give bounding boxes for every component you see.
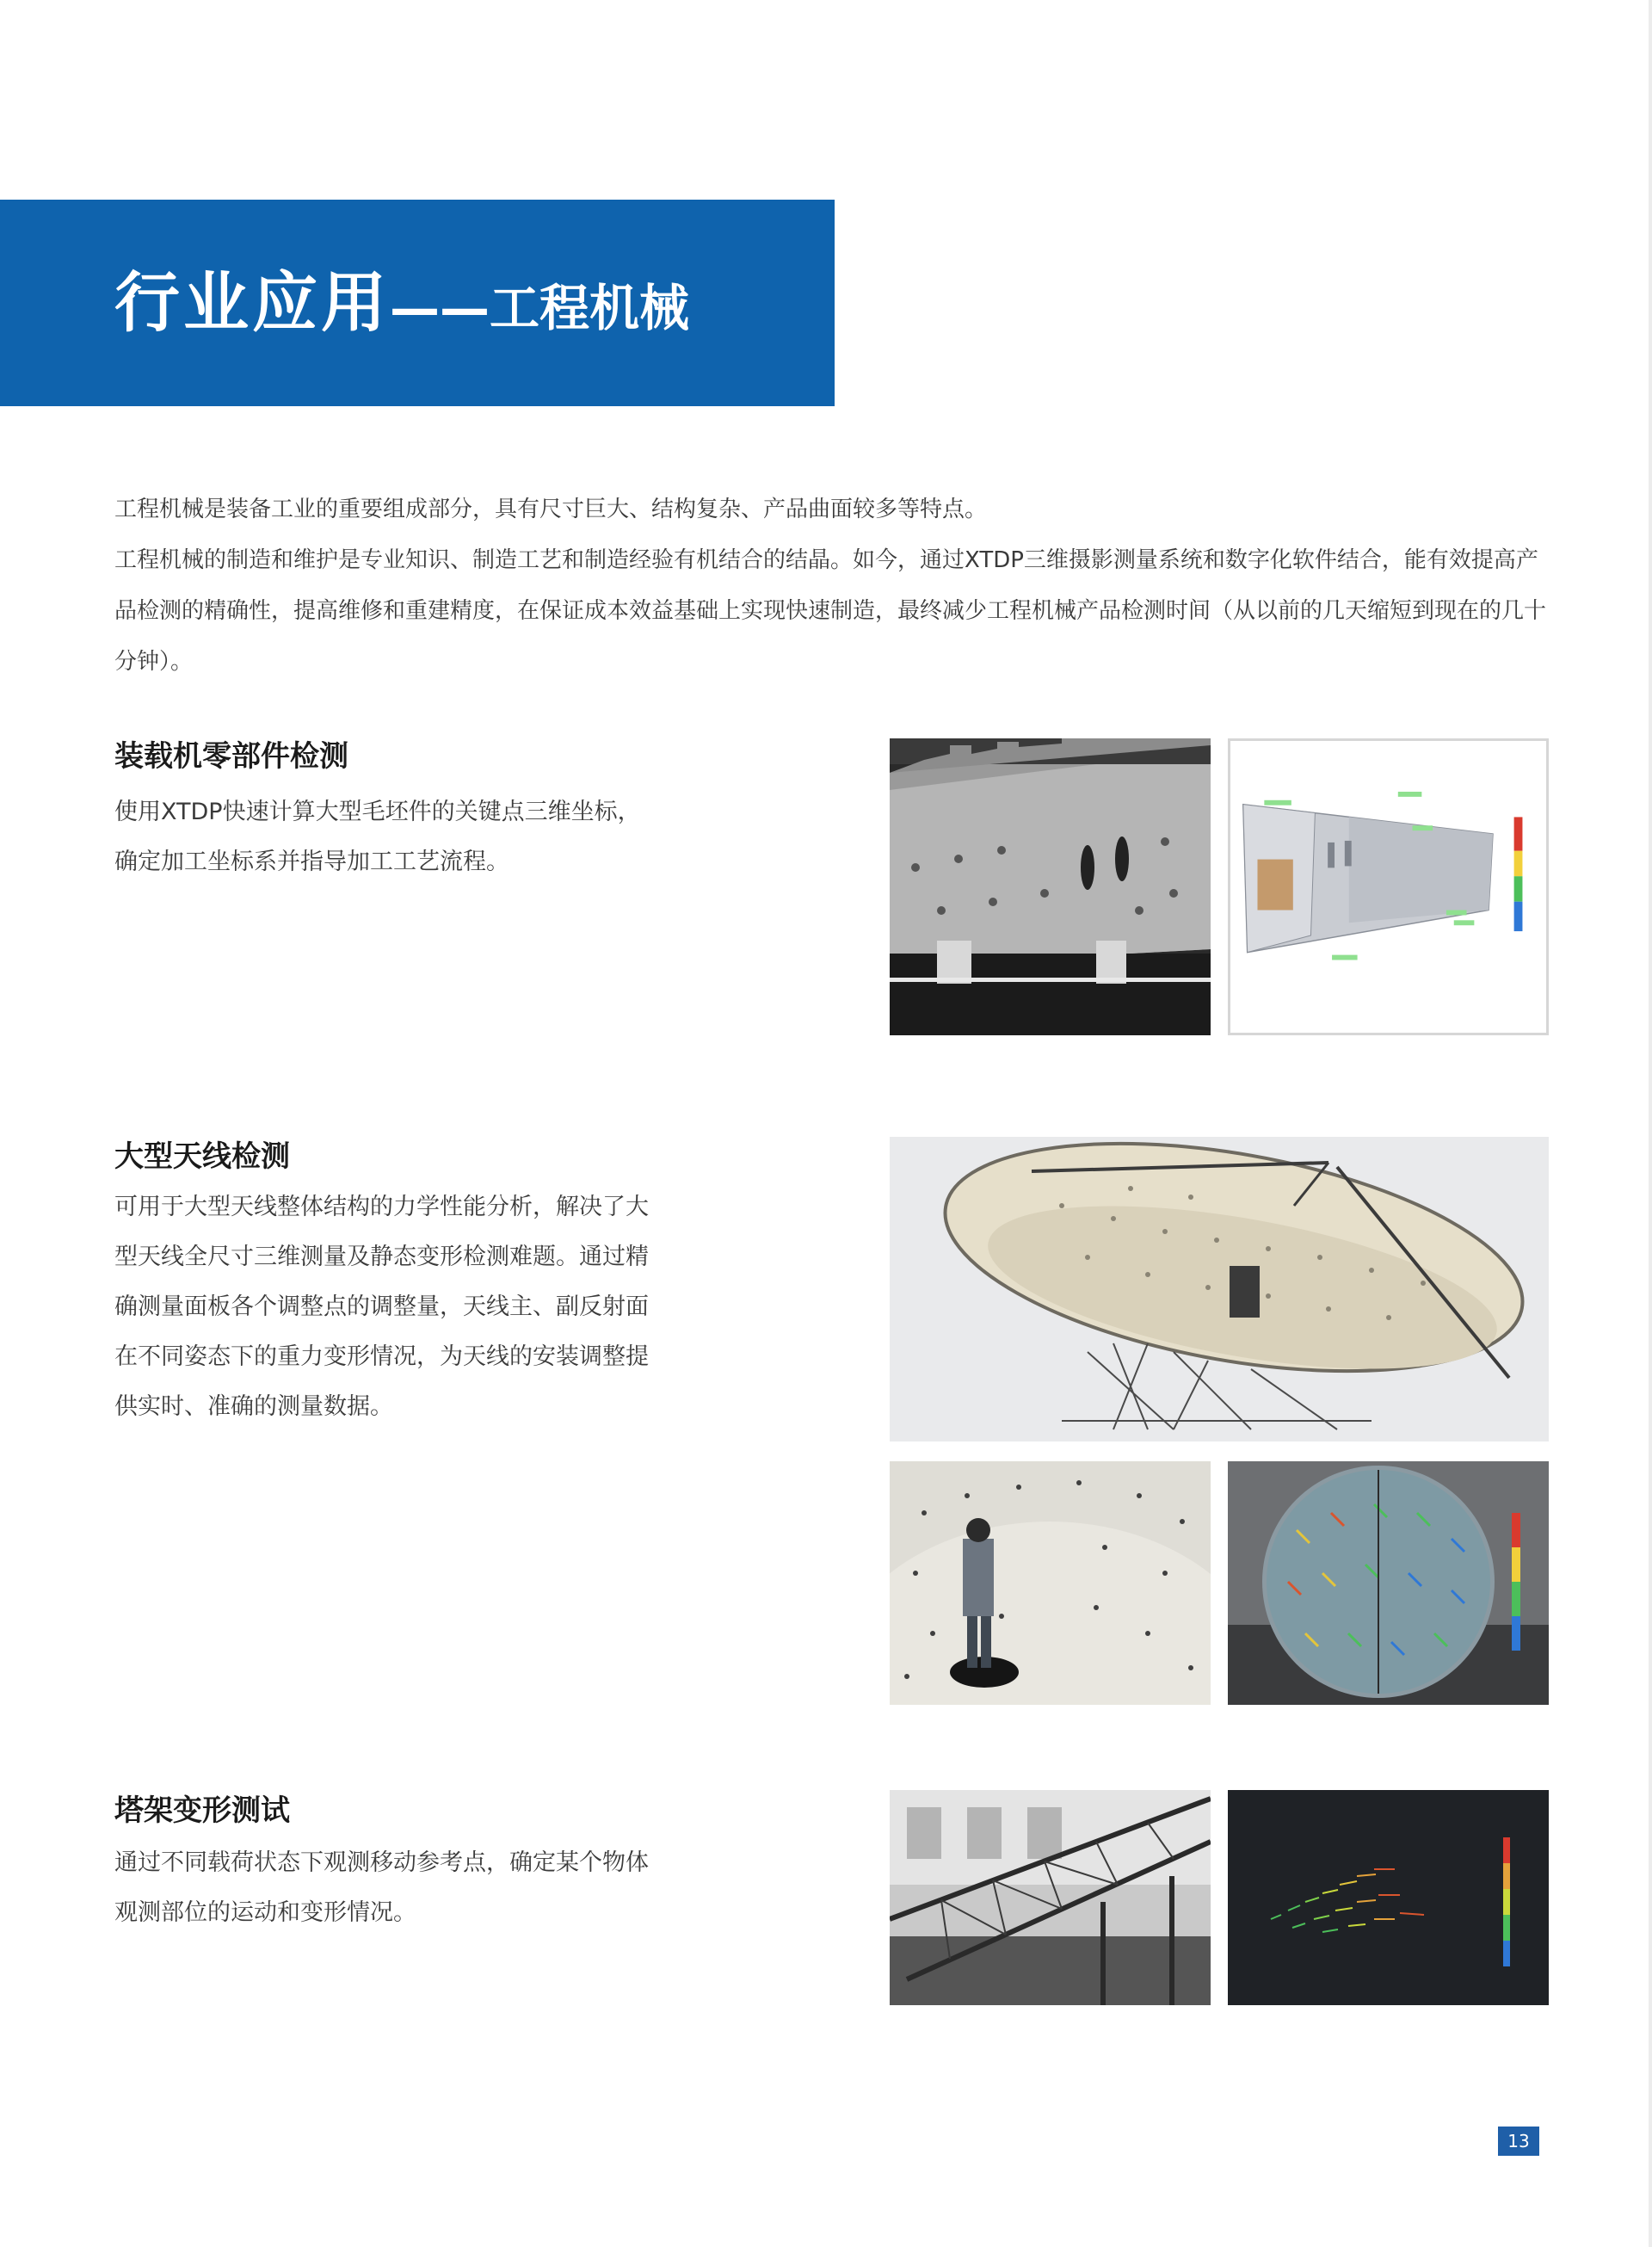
title-main: 行业应用 xyxy=(114,264,390,341)
section-title-antenna: 大型天线检测 xyxy=(114,1139,290,1174)
loader-part-photo xyxy=(890,738,1211,1035)
page-number: 13 xyxy=(1498,2127,1539,2156)
section-body-tower: 通过不同载荷状态下观测移动参考点，确定某个物体观测部位的运动和变形情况。 xyxy=(114,1849,649,1926)
title-sub: ——工程机械 xyxy=(390,279,690,337)
antenna-photo xyxy=(890,1137,1549,1441)
title-banner xyxy=(0,200,835,406)
section-title-tower: 塔架变形测试 xyxy=(114,1793,290,1828)
tower-deformation-analysis xyxy=(1228,1790,1549,2005)
antenna-inside-photo xyxy=(890,1461,1211,1705)
tower-truss-photo xyxy=(890,1790,1211,2005)
intro-paragraph-1: 工程机械是装备工业的重要组成部分，具有尺寸巨大、结构复杂、产品曲面较多等特点。 xyxy=(114,497,988,522)
intro-text xyxy=(114,485,1551,688)
antenna-deformation-analysis xyxy=(1228,1461,1549,1705)
intro-paragraph-2: 工程机械的制造和维护是专业知识、制造工艺和制造经验有机结合的结晶。如今，通过XTDP三维摄影测量系统和数字化软件结合，能有效提高产品检测的精确性，提高维修和重建精度，在保证成本效益基础上实现快速制造，最终减少工程机械产品检测时间（从以前的几天缩短到现在的几十分钟）。 xyxy=(114,547,1547,675)
page-edge-rule xyxy=(1649,0,1652,2247)
section-title-loader: 装载机零部件检测 xyxy=(114,739,348,774)
loader-part-analysis xyxy=(1228,738,1549,1035)
section-body-antenna: 可用于大型天线整体结构的力学性能分析，解决了大型天线全尺寸三维测量及静态变形检测难题。通过精确测量面板各个调整点的调整量，天线主、副反射面在不同姿态下的重力变形情况，为天线的安装调整提供实时、准确的测量数据。 xyxy=(114,1194,649,1420)
section-body-loader: 使用XTDP快速计算大型毛坯件的关键点三维坐标，确定加工坐标系并指导加工工艺流程。 xyxy=(114,799,641,875)
page-title xyxy=(114,200,689,406)
